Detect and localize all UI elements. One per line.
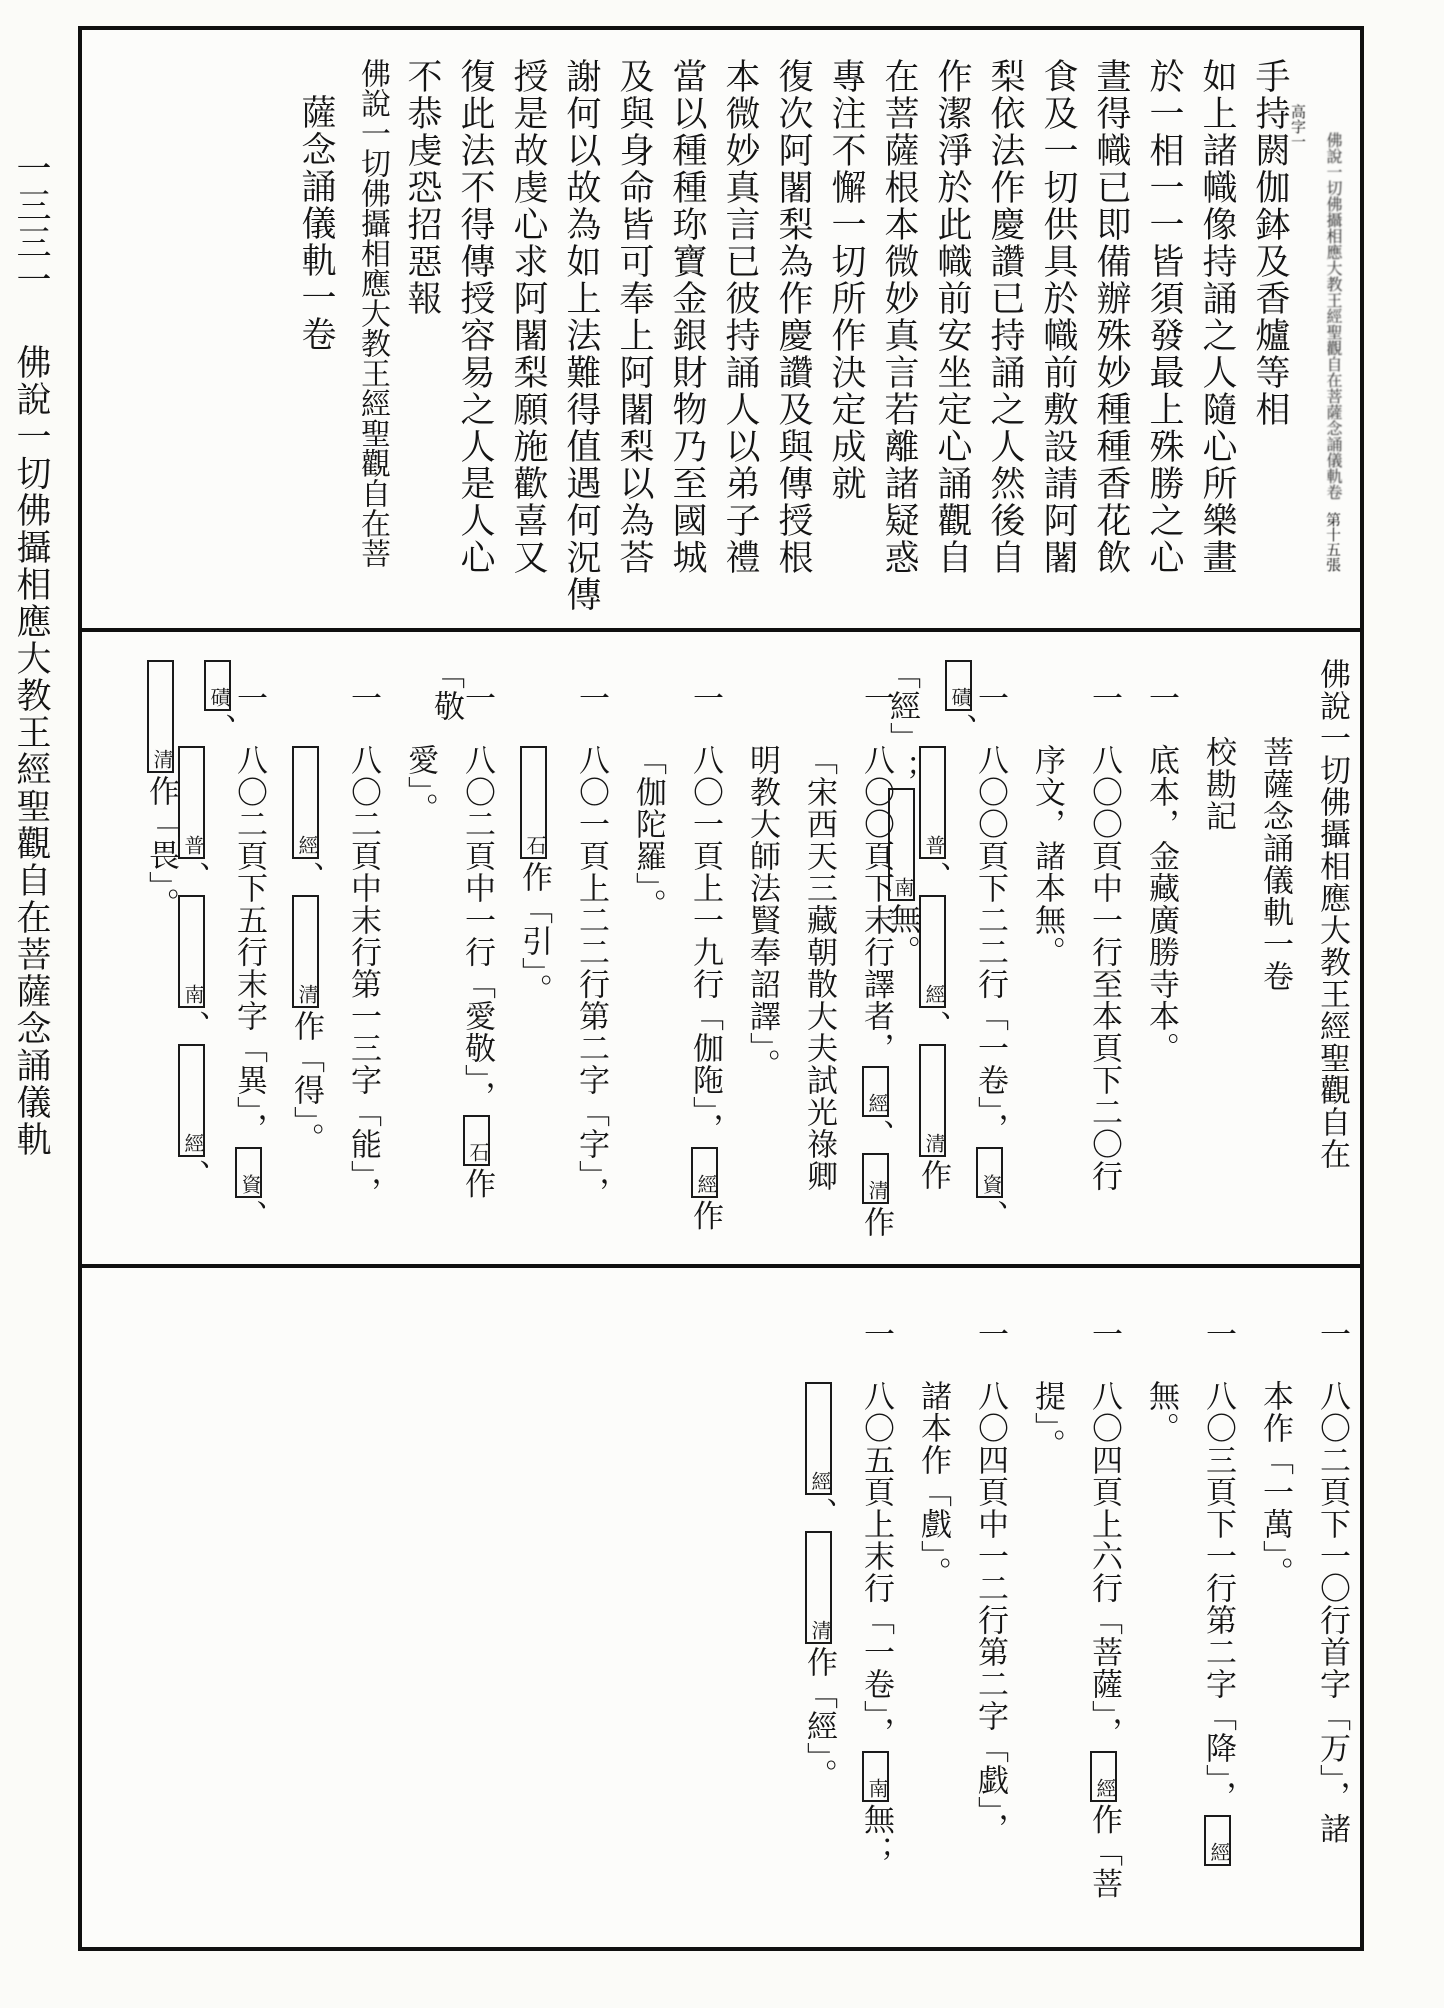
note-marker: 一 — [1087, 682, 1122, 714]
column-text: 佛說一切佛攝相應大教王經聖觀自在菩 — [356, 58, 389, 568]
column-text: 、 — [175, 1010, 210, 1042]
edition-siglum: 清 — [919, 1044, 946, 1157]
column-text: 八〇二頁中一行「愛敬」， — [460, 744, 495, 1113]
text-column — [387, 58, 440, 622]
column-text: 提」。 — [1030, 1380, 1065, 1461]
column-text: 作「經」。 — [802, 1646, 837, 1791]
running-title: 佛說一切佛攝相應大教王經聖觀自在菩薩念誦儀軌卷 — [1324, 132, 1341, 500]
column-text: 、 — [916, 861, 951, 893]
sutra-serial-number: 一三三一 — [12, 150, 51, 298]
column-text: 明教大師法賢奉詔譯」。 — [745, 744, 780, 1081]
edition-siglum: 清 — [805, 1531, 832, 1644]
text-column — [778, 658, 835, 1258]
column-text: 「伽陀羅」。 — [631, 744, 666, 921]
column-text: 作「引」。 — [517, 861, 552, 1006]
text-column — [1234, 658, 1291, 1258]
column-text: 作「畏」。 — [144, 775, 179, 920]
text-column — [1291, 1294, 1348, 1946]
column-text: 、 — [802, 1497, 837, 1529]
edition-siglum: 清 — [292, 895, 319, 1008]
note-marker: 一 — [1144, 682, 1179, 714]
text-column — [429, 658, 495, 1258]
text-column — [607, 658, 664, 1258]
column-text: 薩念誦儀軌一卷 — [297, 94, 336, 353]
margin-index — [14, 150, 49, 1550]
edition-siglum: 南 — [888, 788, 915, 901]
column-text: 、 — [973, 1199, 1008, 1232]
text-column — [917, 58, 970, 622]
edition-siglum: 南 — [178, 895, 205, 1008]
sutra-text-section — [82, 30, 1360, 632]
text-column — [493, 658, 550, 1258]
edition-siglum: 經 — [919, 895, 946, 1008]
text-column — [1234, 1294, 1291, 1946]
text-column — [1076, 58, 1129, 622]
column-text: 八〇一頁上二二行第二字「字」， — [574, 744, 609, 1209]
column-text: 在菩薩根本微妙真言若離諸疑惑 — [880, 58, 919, 576]
column-text: 、 — [175, 861, 210, 893]
note-marker: 一 — [973, 682, 1008, 714]
page-frame — [78, 26, 1364, 1951]
note-marker: 一 — [688, 682, 723, 714]
column-text: 序文，諸本無。 — [1030, 744, 1065, 968]
column-text: 授是故虔心求阿闍梨願施歡喜又 — [509, 58, 548, 576]
text-column — [885, 658, 951, 1258]
column-text: 、 — [916, 1010, 951, 1042]
text-column — [835, 658, 892, 1258]
column-text: 作「敬 — [429, 658, 495, 1200]
note-marker: 一 — [859, 1318, 894, 1350]
note-marker: 一 — [859, 682, 894, 714]
sutra-title-margin: 佛說一切佛攝相應大教王經聖觀自在菩薩念誦儀軌 — [12, 344, 51, 1158]
column-text: 八〇〇頁中一行至本頁下二〇行 — [1087, 744, 1122, 1192]
edition-siglum: 石 — [463, 1115, 490, 1166]
text-column — [334, 58, 387, 622]
edition-siglum: 經 — [1090, 1751, 1117, 1802]
text-column — [758, 58, 811, 622]
column-text: 作「經」； — [885, 658, 951, 1191]
text-column — [942, 658, 1008, 1258]
sheet-number: 第十五張 — [1324, 512, 1340, 572]
edition-siglum: 經 — [178, 1044, 205, 1157]
column-text: 本作「一萬」。 — [1258, 1380, 1293, 1589]
edition-siglum: 經 — [1204, 1815, 1231, 1866]
text-column — [652, 58, 705, 622]
column-text: 諸本作「戲」。 — [916, 1380, 951, 1589]
column-text: 八〇四頁上六行「菩薩」， — [1087, 1380, 1122, 1749]
text-column — [144, 658, 210, 1258]
column-text: 、 — [289, 861, 324, 893]
text-column — [1129, 58, 1182, 622]
column-text: 及與身命皆可奉上阿闍梨以為荅 — [615, 58, 654, 576]
column-text: 、 — [859, 1119, 894, 1151]
edition-siglum: 普 — [919, 746, 946, 859]
column-text: 愛」。 — [403, 744, 438, 825]
note-marker: 一 — [973, 1318, 1008, 1350]
column-text: 八〇一頁上一九行「伽陁」， — [688, 744, 723, 1145]
text-column — [550, 658, 607, 1258]
edition-siglum: 磧 — [945, 660, 972, 711]
text-column — [1063, 1294, 1120, 1946]
text-column — [721, 658, 778, 1258]
column-text: 八〇四頁中一二行第二字「戯」， — [973, 1380, 1008, 1845]
column-text: 作「菩 — [1087, 1803, 1122, 1900]
column-text: 八〇二頁下五行末字「異」， — [232, 744, 267, 1145]
note-marker: 一 — [460, 682, 495, 714]
column-text: 、 — [201, 713, 236, 745]
note-marker: 一 — [232, 682, 267, 714]
text-column — [835, 1294, 892, 1946]
edition-siglum: 經 — [862, 1066, 889, 1117]
note-marker: 一 — [1315, 1318, 1350, 1350]
text-column — [1182, 58, 1235, 622]
text-column — [1006, 1294, 1063, 1946]
text-column — [1177, 1294, 1234, 1946]
text-column — [493, 58, 546, 622]
edition-siglum: 資 — [976, 1147, 1003, 1198]
column-text: 無。 — [885, 903, 920, 967]
column-text: 八〇二頁下一〇行首字「万」，諸 — [1315, 1380, 1350, 1845]
text-column — [1291, 658, 1348, 1258]
text-column — [1063, 658, 1120, 1258]
column-text: 謝何以故為如上法難得值遇何況傳 — [562, 58, 601, 613]
column-text: 八〇〇頁下二二行「一卷」， — [973, 744, 1008, 1145]
note-marker: 一 — [1087, 1318, 1122, 1350]
note-marker: 一 — [346, 682, 381, 714]
edition-siglum: 清 — [147, 660, 174, 773]
text-column — [599, 58, 652, 622]
edition-siglum: 清 — [862, 1153, 889, 1204]
edition-siglum: 磧 — [204, 660, 231, 711]
note-marker: 一 — [1201, 1318, 1236, 1350]
text-column — [379, 658, 436, 1258]
text-column — [949, 1294, 1006, 1946]
case-number: 高字一 — [1289, 104, 1305, 149]
text-column — [778, 1294, 835, 1946]
text-column — [705, 58, 758, 622]
column-text: 本微妙真言已彼持誦人以弟子禮 — [721, 58, 760, 576]
column-text: 作 — [688, 1199, 723, 1232]
column-text: 無； — [859, 1803, 894, 1868]
column-text: 、 — [232, 1199, 267, 1232]
column-text: 作「得」。 — [289, 1010, 324, 1155]
column-text: 八〇五頁上末行「一卷」， — [859, 1380, 894, 1749]
column-text: 專注不懈一切所作決定成就 — [827, 58, 866, 502]
text-column — [1177, 658, 1234, 1258]
text-column — [892, 1294, 949, 1946]
column-text: 當以種種珎寶金銀財物乃至國城 — [668, 58, 707, 576]
text-column — [201, 658, 267, 1258]
column-text: 食及一切供具於幟前敷設請阿闍 — [1039, 58, 1078, 576]
collation-notes-continued-section — [82, 1268, 1360, 1952]
edition-siglum: 普 — [178, 746, 205, 859]
collation-notes-section — [82, 632, 1360, 1268]
column-text: 校勘記 — [1201, 736, 1236, 832]
column-text: 不恭虔恐招惡報 — [403, 58, 442, 317]
column-text: 八〇〇頁下末行譯者， — [859, 744, 894, 1064]
text-column — [1120, 1294, 1177, 1946]
column-text: 菩薩念誦儀軌一卷 — [1258, 736, 1293, 992]
text-column — [1006, 658, 1063, 1258]
text-column — [322, 658, 379, 1258]
text-column — [265, 658, 322, 1258]
column-text: 無。 — [1144, 1380, 1179, 1444]
column-text: 八〇二頁中末行第一三字「能」， — [346, 744, 381, 1209]
edition-siglum: 經 — [292, 746, 319, 859]
column-text: 八〇三頁下一行第二字「降」， — [1201, 1380, 1236, 1813]
text-column — [1023, 58, 1076, 622]
text-column — [440, 58, 493, 622]
text-column — [970, 58, 1023, 622]
column-text: 底本，金藏廣勝寺本。 — [1144, 744, 1179, 1064]
column-text: 作 — [859, 1206, 894, 1238]
text-column — [1235, 58, 1288, 622]
text-column — [1120, 658, 1177, 1258]
column-text: 晝得幟已即備辦殊妙種種香花飲 — [1092, 58, 1131, 576]
column-text: 如上諸幟像持誦之人隨心所樂畫 — [1198, 58, 1237, 576]
text-column — [281, 58, 334, 622]
column-text: 於一相一一皆須發最上殊勝之心 — [1145, 58, 1184, 576]
edition-siglum: 經 — [691, 1147, 718, 1198]
column-text: 梨依法作慶讚已持誦之人然後自 — [986, 58, 1025, 576]
edition-siglum: 經 — [805, 1382, 832, 1495]
text-column — [864, 58, 917, 622]
edition-siglum: 南 — [862, 1751, 889, 1802]
note-marker: 一 — [574, 682, 609, 714]
text-column — [811, 58, 864, 622]
column-text: 復次阿闍梨為作慶讚及與傳授根 — [774, 58, 813, 576]
column-text: 、 — [175, 1159, 210, 1191]
edition-siglum: 資 — [235, 1147, 262, 1198]
column-text: 手持閼伽鉢及香爐等相 — [1251, 58, 1290, 428]
text-column — [664, 658, 721, 1258]
column-text: 佛說一切佛攝相應大教王經聖觀自在 — [1315, 658, 1350, 1170]
edition-siglum: 石 — [520, 746, 547, 859]
column-text: 「宋西天三藏朝散大夫試光祿卿 — [802, 744, 837, 1192]
margin-column — [1288, 58, 1350, 622]
text-column — [546, 58, 599, 622]
column-text: 作潔淨於此幟前安坐定心誦觀自 — [933, 58, 972, 576]
column-text: 復此法不得傳授容易之人是人心 — [456, 58, 495, 576]
column-text: 、 — [942, 713, 977, 745]
